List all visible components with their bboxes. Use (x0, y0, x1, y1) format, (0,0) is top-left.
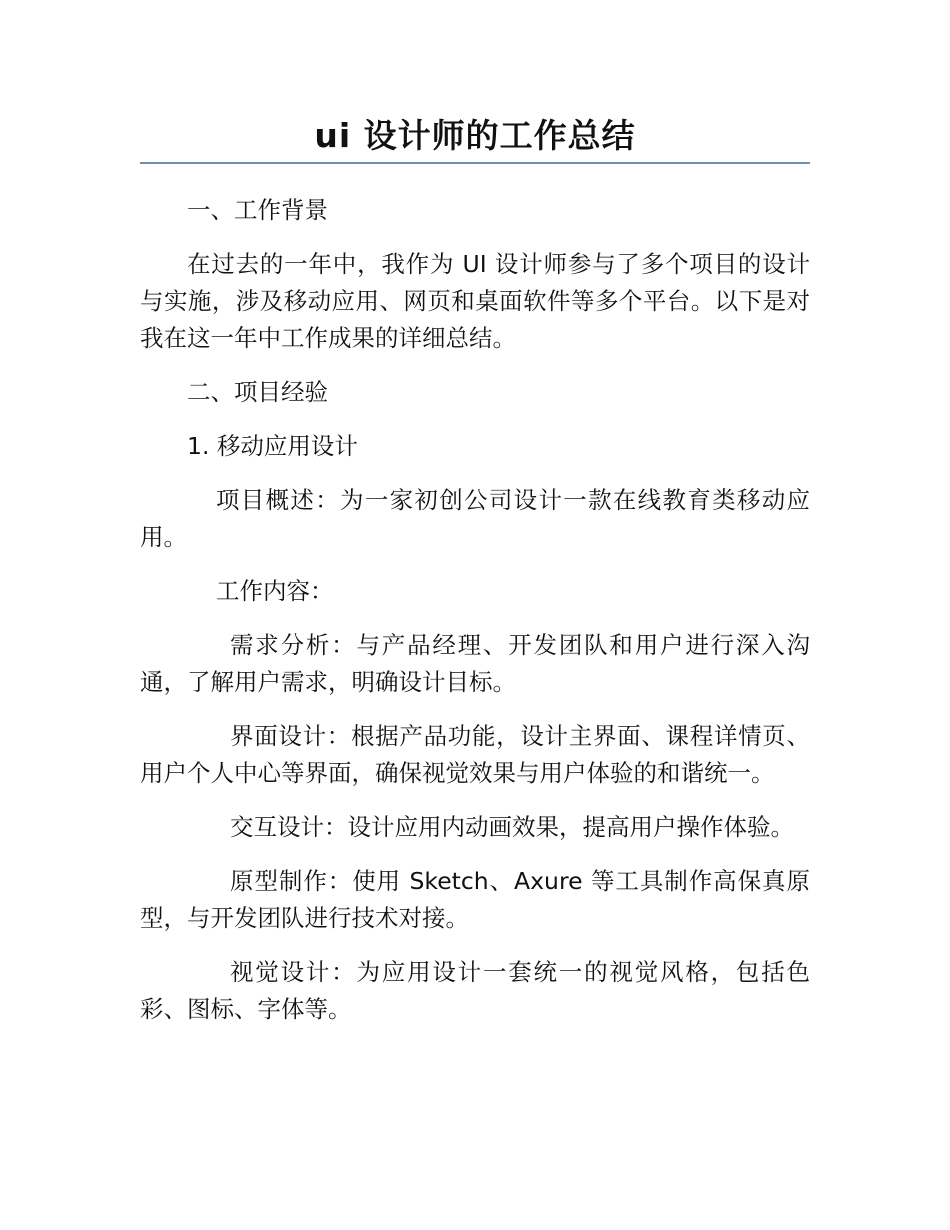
section-heading-background: 一、工作背景 (187, 196, 328, 224)
paragraph-visual-design: 视觉设计：为应用设计一套统一的视觉风格，包括色彩、图标、字体等。 (140, 958, 810, 1023)
subheading-mobile-app: 1. 移动应用设计 (187, 432, 358, 460)
paragraph-work-content-label: 工作内容： (216, 577, 334, 605)
document-title: ui 设计师的工作总结 (314, 116, 636, 155)
paragraph-prototyping: 原型制作：使用 Sketch、Axure 等工具制作高保真原型，与开发团队进行技术对接。 (140, 867, 810, 932)
paragraph-project-overview: 项目概述：为一家初创公司设计一款在线教育类移动应用。 (140, 486, 810, 551)
title-underline (140, 162, 810, 164)
paragraph-requirements-analysis: 需求分析：与产品经理、开发团队和用户进行深入沟通，了解用户需求，明确设计目标。 (140, 631, 810, 696)
paragraph-interaction-design: 交互设计：设计应用内动画效果，提高用户操作体验。 (230, 813, 794, 841)
section-heading-experience: 二、项目经验 (187, 378, 328, 406)
paragraph-interface-design: 界面设计：根据产品功能，设计主界面、课程详情页、用户个人中心等界面，确保视觉效果与用户体验的和谐统一。 (140, 722, 810, 787)
paragraph-background: 在过去的一年中，我作为 UI 设计师参与了多个项目的设计与实施，涉及移动应用、网页和桌面软件等多个平台。以下是对我在这一年中工作成果的详细总结。 (140, 250, 810, 352)
document-body (140, 192, 810, 1045)
